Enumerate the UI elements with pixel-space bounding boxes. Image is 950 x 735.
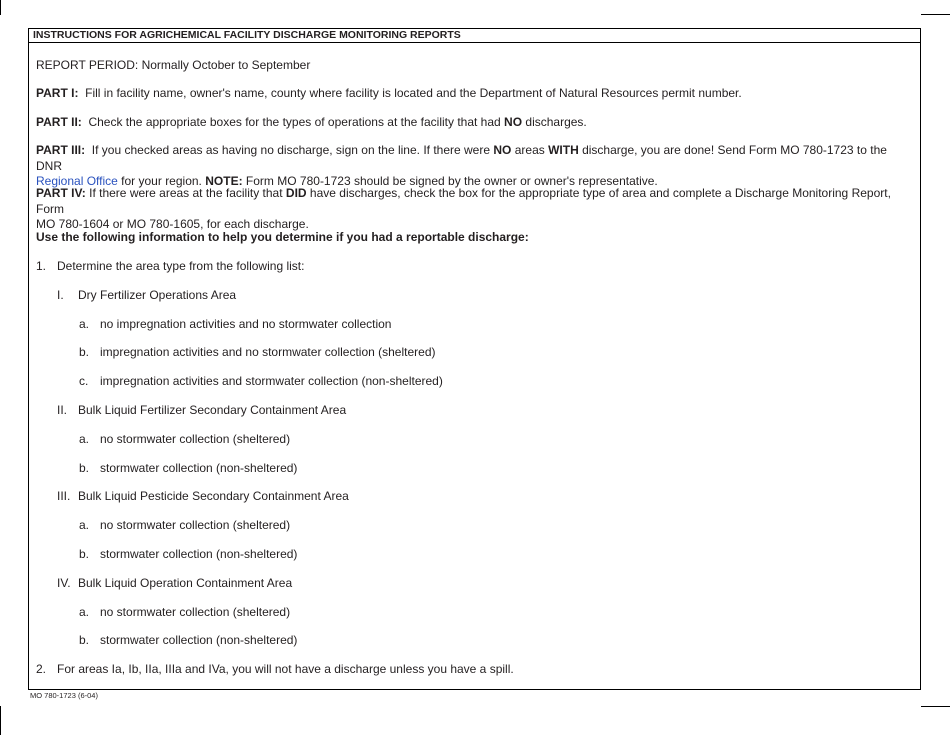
area-number: I.: [57, 288, 64, 302]
item-text: no impregnation activities and no stormwater collection: [100, 317, 392, 331]
instructions-frame: [28, 28, 921, 690]
area-name: Bulk Liquid Operation Containment Area: [78, 576, 293, 590]
part1-paragraph: [36, 86, 914, 102]
part2-text-after: discharges.: [525, 115, 587, 129]
list-item: [79, 432, 290, 448]
item-text: no stormwater collection (sheltered): [100, 518, 291, 532]
part2-bold: NO: [504, 115, 523, 129]
part3-label: PART III:: [36, 143, 86, 157]
item-text: stormwater collection (non-sheltered): [100, 633, 298, 647]
part2-paragraph: [36, 115, 914, 131]
report-period: REPORT PERIOD: Normally October to September: [36, 58, 311, 72]
item-text: stormwater collection (non-sheltered): [100, 461, 298, 475]
step-1: [36, 259, 914, 275]
item-text: no stormwater collection (sheltered): [100, 432, 291, 446]
list-item: [79, 605, 290, 621]
crop-mark: [0, 0, 1, 15]
list-item: [79, 345, 436, 361]
list-item: [79, 547, 297, 563]
item-text: no stormwater collection (sheltered): [100, 605, 291, 619]
part4-text2: have discharges, check the box for the appropriate type of area and complete a Discharge Monitoring Report, Form: [36, 186, 891, 216]
area-number: IV.: [57, 576, 71, 590]
part3-text4: for your region.: [121, 174, 202, 188]
step-1-number: 1.: [36, 259, 47, 273]
part3-text2: areas: [514, 143, 545, 157]
item-text: stormwater collection (non-sheltered): [100, 547, 298, 561]
part2-label: PART II:: [36, 115, 82, 129]
help-heading: Use the following information to help you determine if you had a reportable discharge:: [36, 230, 529, 244]
list-item: [79, 374, 443, 390]
part3-paragraph: [36, 143, 914, 190]
crop-mark: [0, 706, 1, 735]
part4-paragraph: [36, 186, 914, 233]
part1-text: Fill in facility name, owner's name, county where facility is located and the Department of Natural Resources permit number.: [85, 86, 742, 100]
list-item: [79, 518, 290, 534]
header-title: INSTRUCTIONS FOR AGRICHEMICAL FACILITY DISCHARGE MONITORING REPORTS: [29, 29, 920, 43]
part4-text3: MO 780-1604 or MO 780-1605, for each discharge.: [36, 217, 309, 231]
item-letter: b.: [79, 461, 90, 475]
list-item: [79, 633, 297, 649]
part2-text-before: Check the appropriate boxes for the types of operations at the facility that had: [88, 115, 501, 129]
area-3: [57, 489, 349, 505]
part3-bold-with: WITH: [548, 143, 579, 157]
crop-mark: [921, 14, 950, 15]
step-2-text: For areas Ia, Ib, IIa, IIIa and IVa, you will not have a discharge unless you have a spill.: [57, 662, 514, 676]
area-name: Bulk Liquid Pesticide Secondary Containment Area: [78, 489, 349, 503]
area-number: III.: [57, 489, 71, 503]
part1-label: PART I:: [36, 86, 79, 100]
part3-text3: discharge, you are done! Send Form MO 780-1723 to the DNR: [36, 143, 887, 173]
list-item: [79, 317, 391, 333]
item-letter: a.: [79, 518, 90, 532]
step-2: [36, 662, 914, 678]
item-letter: b.: [79, 345, 90, 359]
step-2-number: 2.: [36, 662, 47, 676]
item-letter: b.: [79, 547, 90, 561]
part4-label: PART IV:: [36, 186, 86, 200]
area-2: [57, 403, 346, 419]
area-1: [57, 288, 236, 304]
area-number: II.: [57, 403, 68, 417]
item-letter: a.: [79, 605, 90, 619]
part3-text1: If you checked areas as having no discharge, sign on the line. If there were: [91, 143, 491, 157]
form-number: MO 780-1723 (6-04): [30, 691, 98, 700]
regional-office-link[interactable]: Regional Office: [36, 174, 118, 188]
part3-bold-no: NO: [493, 143, 512, 157]
area-name: Bulk Liquid Fertilizer Secondary Containment Area: [78, 403, 347, 417]
area-name: Dry Fertilizer Operations Area: [78, 288, 237, 302]
part4-text1: If there were areas at the facility that: [89, 186, 283, 200]
item-letter: a.: [79, 432, 90, 446]
item-text: impregnation activities and no stormwater collection (sheltered): [100, 345, 436, 359]
item-letter: a.: [79, 317, 90, 331]
note-label: NOTE:: [205, 174, 243, 188]
part4-bold-did: DID: [285, 186, 307, 200]
item-letter: c.: [79, 374, 89, 388]
area-4: [57, 576, 292, 592]
crop-mark: [921, 706, 950, 707]
part3-text5: Form MO 780-1723 should be signed by the owner or owner's representative.: [245, 174, 658, 188]
item-text: impregnation activities and stormwater collection (non-sheltered): [100, 374, 443, 388]
item-letter: b.: [79, 633, 90, 647]
list-item: [79, 461, 297, 477]
step-1-text: Determine the area type from the following list:: [57, 259, 305, 273]
